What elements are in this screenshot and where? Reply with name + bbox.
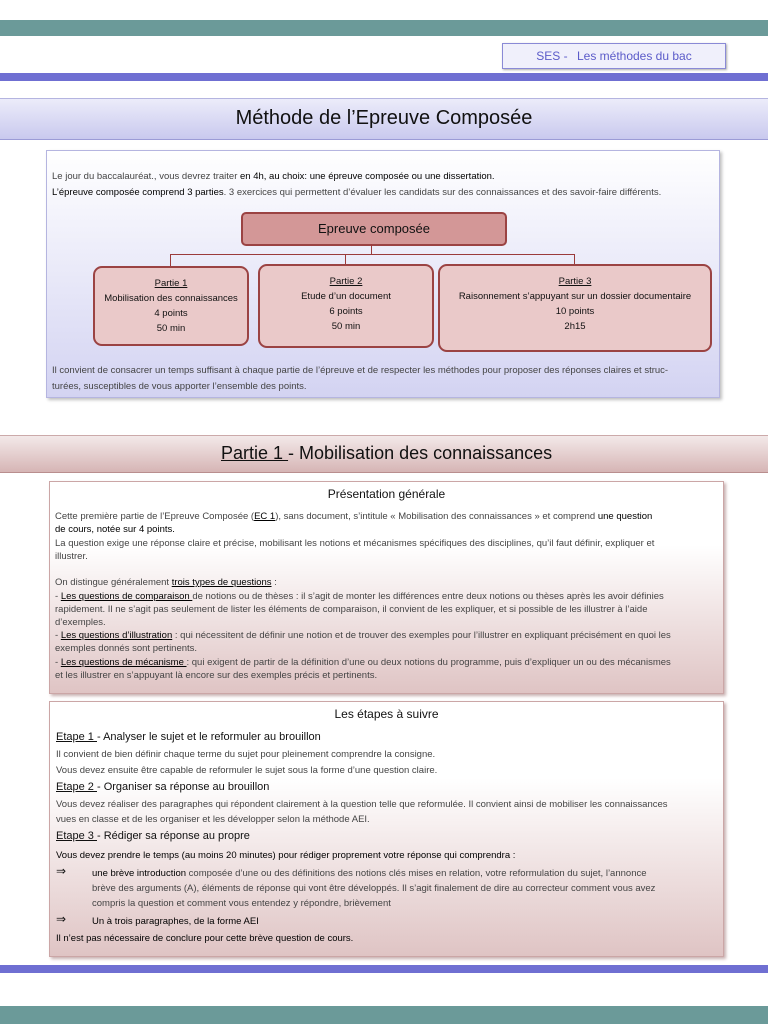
conclusion-line-1: Il convient de consacrer un temps suffisant à chaque partie de l’épreuve et de respecter les méthodes pour proposer des réponses claires et struc- — [52, 365, 669, 376]
bullet-introduction: une brève introduction composée d’une ou des définitions des notions clés mises en relation, votre reformulation du sujet, l’annonce — [92, 868, 647, 879]
part-2-name: Partie 2 — [329, 276, 363, 287]
diagram-root-node: Epreuve composée — [241, 212, 507, 246]
header-tag — [502, 43, 726, 69]
bullet-paragraphs: Un à trois paragraphes, de la forme AEI — [92, 916, 259, 927]
diagram-connector-left — [170, 254, 171, 266]
question-type-mechanism-l2: et les illustrer en s’appuyant là encore sur des exemples précis et pertinents. — [55, 670, 378, 681]
presentation-p1: Cette première partie de l’Epreuve Composée (EC 1), sans document, s’intitule « Mobilisation des connaissances » et comprend une question — [55, 511, 653, 522]
diagram-connector-right — [574, 254, 575, 264]
diagram-connector-vertical — [371, 244, 372, 254]
presentation-p2: La question exige une réponse claire et précise, mobilisant les notions et mécanismes spécifiques des disciplines, qu’il faut définir, expliquer et — [55, 538, 655, 549]
steps-box — [49, 701, 724, 957]
presentation-p1-end: de cours, notée sur 4 points. — [55, 524, 175, 535]
section-title-part: Partie 1 — [221, 443, 289, 463]
conclusion-line-2: turées, susceptibles de vous apporter l’ensemble des points. — [52, 381, 307, 392]
part-3-name: Partie 3 — [558, 276, 592, 287]
section-title-rest: - Mobilisation des connaissances — [288, 443, 553, 463]
diagram-part-3 — [438, 264, 712, 352]
part-3-points: 10 points — [555, 306, 595, 317]
question-type-illustration-l2: exemples donnés sont pertinents. — [55, 643, 198, 654]
part-2-time: 50 min — [331, 321, 361, 332]
presentation-heading: Présentation générale — [327, 487, 446, 501]
question-type-comparison: - Les questions de comparaison de notions ou de thèses : il s’agit de monter les différences entre deux notions ou thèses après les avoir définies — [55, 591, 664, 602]
bottom-teal-band — [0, 1006, 768, 1024]
diagram-connector-horizontal — [170, 254, 574, 255]
arrow-icon: ⇒ — [56, 864, 67, 878]
section-title — [0, 435, 768, 473]
top-teal-band — [0, 20, 768, 36]
diagram-part-2 — [258, 264, 434, 348]
header-section: Les méthodes du bac — [576, 49, 692, 63]
part-1-title: Mobilisation des connaissances — [104, 293, 238, 304]
part-1-points: 4 points — [154, 308, 188, 319]
intro-line-2: L’épreuve composée comprend 3 parties. 3 exercices qui permettent d’évaluer les candidats sur des connaissances et des savoir-faire différents. — [52, 187, 662, 198]
question-type-illustration: - Les questions d’illustration : qui nécessitent de définir une notion et de trouver des exemples pour l’illustrer en expliquant précisément en quoi les — [55, 630, 671, 641]
diagram-part-1 — [93, 266, 249, 346]
question-type-mechanism: - Les questions de mécanisme : qui exigent de partir de la définition d’une ou deux notions du programme, puis d’expliquer un ou des mécanismes — [55, 657, 671, 668]
presentation-p2-end: illustrer. — [55, 551, 88, 562]
part-3-title: Raisonnement s’appuyant sur un dossier documentaire — [458, 291, 692, 302]
page-title: Méthode de l’Epreuve Composée — [0, 98, 768, 140]
part-1-time: 50 min — [156, 323, 186, 334]
intro-line-1: Le jour du baccalauréat., vous devrez traiter en 4h, au choix: une épreuve composée ou une dissertation. — [52, 171, 495, 182]
bullet-introduction-l2: brève des arguments (A), éléments de réponse qui vont être développés. Il s’agit finalement de dire au correcteur comment vous avez — [92, 883, 656, 894]
step-3-text: Vous devez prendre le temps (au moins 20 minutes) pour rédiger proprement votre réponse qui comprendra : — [56, 850, 516, 861]
part-1-name: Partie 1 — [154, 278, 188, 289]
steps-ending: Il n’est pas nécessaire de conclure pour cette brève question de cours. — [56, 933, 354, 944]
step-1-title: Etape 1 - Analyser le sujet et le reformuler au brouillon — [56, 731, 321, 743]
part-2-points: 6 points — [329, 306, 363, 317]
header-subject: SES - — [536, 49, 568, 63]
part-3-time: 2h15 — [564, 321, 586, 332]
question-type-comparison-l3: d’exemples. — [55, 617, 106, 628]
presentation-box — [49, 481, 724, 694]
step-1-text-2: Vous devez ensuite être capable de reformuler le sujet sous la forme d’une question claire. — [56, 765, 438, 776]
bottom-purple-band — [0, 965, 768, 973]
arrow-icon: ⇒ — [56, 912, 67, 926]
bullet-introduction-l3: compris la question et comment vous entendez y répondre, brièvement — [92, 898, 391, 909]
steps-heading: Les étapes à suivre — [334, 707, 439, 721]
step-3-title: Etape 3 - Rédiger sa réponse au propre — [56, 830, 250, 842]
presentation-p3: On distingue généralement trois types de questions : — [55, 577, 277, 588]
step-1-text-1: Il convient de bien définir chaque terme du sujet pour pleinement comprendre la consigne. — [56, 749, 436, 760]
step-2-text-2: vues en classe et de les organiser et les développer selon la méthode AEI. — [56, 814, 370, 825]
step-2-text-1: Vous devez réaliser des paragraphes qui répondent clairement à la question telle que reformulée. Il convient ainsi de mobiliser les connaissances — [56, 799, 668, 810]
part-2-title: Etude d’un document — [301, 291, 391, 302]
question-type-comparison-l2: rapidement. Il ne s’agit pas seulement de lister les éléments de comparaison, il convient de les expliquer, et si possible de les illustrer à l’aide — [55, 604, 648, 615]
diagram-connector-middle — [345, 254, 346, 264]
step-2-title: Etape 2 - Organiser sa réponse au brouillon — [56, 781, 270, 793]
top-purple-band — [0, 73, 768, 81]
